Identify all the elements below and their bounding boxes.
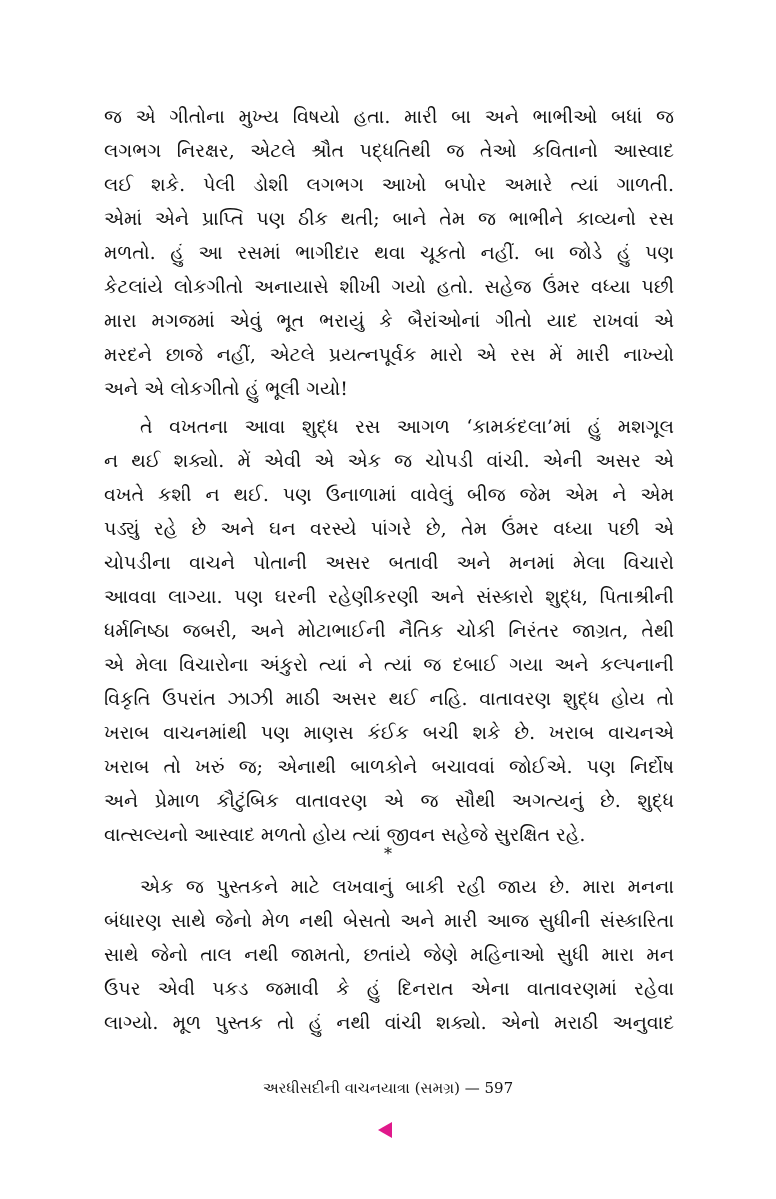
- text-line: ધર્મનિષ્ઠા જબરી, અને મોટાભાઈની નૈતિક ચોકી નિરંતર જાગ્રત, તેથી: [104, 620, 674, 642]
- text-line: વાત્સલ્યનો આસ્વાદ મળતો હોય ત્યાં જીવન સહેજે સુરક્ષિત રહે.: [104, 824, 586, 846]
- paragraph-2: [104, 410, 674, 852]
- text-line: તે વખતના આવા શુદ્ધ રસ આગળ ‘કામકંદલા’માં હું મશગૂલ: [140, 416, 674, 438]
- text-line: મરદને છાજે નહીં, એટલે પ્રયત્નપૂર્વક મારો એ રસ મેં મારી નાખ્યો: [104, 344, 674, 366]
- section-separator: *: [384, 844, 392, 863]
- page-footer: અરધીસદીની વાચનયાત્રા (સમગ્ર) — 597: [262, 1079, 514, 1097]
- paragraph-3: [104, 870, 674, 1040]
- text-line: એક જ પુસ્તકને માટે લખવાનું બાકી રહી જાય છે. મારા મનના: [140, 876, 674, 898]
- text-line: ખરાબ વાચનમાંથી પણ માણસ કંઈક બચી શકે છે. ખરાબ વાચનએ: [104, 722, 674, 744]
- text-line: અને પ્રેમાળ કૌટુંબિક વાતાવરણ એ જ સૌથી અગત્યનું છે. શુદ્ધ: [104, 790, 674, 812]
- text-line: ચોપડીના વાચને પોતાની અસર બતાવી અને મનમાં મેલા વિચારો: [104, 552, 674, 574]
- text-line: લગભગ નિરક્ષર, એટલે શ્રૌત પદ્ધતિથી જ તેઓ કવિતાનો આસ્વાદ: [104, 140, 674, 162]
- left-triangle-icon[interactable]: [378, 1122, 392, 1138]
- text-line: લઈ શકે. પેલી ડોશી લગભગ આખો બપોર અમારે ત્યાં ગાળતી.: [104, 174, 674, 196]
- text-line: મળતો. હું આ રસમાં ભાગીદાર થવા ચૂકતો નહીં. બા જોડે હું પણ: [104, 242, 674, 264]
- text-line: ન થઈ શક્યો. મેં એવી એ એક જ ચોપડી વાંચી. એની અસર એ: [104, 450, 674, 472]
- text-line: વિકૃતિ ઉપરાંત ઝાઝી માઠી અસર થઈ નહિ. વાતાવરણ શુદ્ધ હોય તો: [104, 688, 674, 710]
- text-line: કેટલાંયે લોકગીતો અનાયાસે શીખી ગયો હતો. સહેજ ઉંમર વધ્યા પછી: [104, 276, 674, 298]
- text-line: જ એ ગીતોના મુખ્ય વિષયો હતા. મારી બા અને ભાભીઓ બધાં જ: [104, 106, 674, 128]
- text-line: બંધારણ સાથે જેનો મેળ નથી બેસતો અને મારી આજ સુધીની સંસ્કારિતા: [104, 910, 674, 932]
- text-line: અને એ લોકગીતો હું ભૂલી ગયો!: [104, 378, 348, 400]
- text-line: ખરાબ તો ખરું જ; એનાથી બાળકોને બચાવવાં જોઈએ. પણ નિર્દોષ: [104, 756, 674, 778]
- text-line: પડ્યું રહે છે અને ઘન વરસ્યે પાંગરે છે, તેમ ઉંમર વધ્યા પછી એ: [104, 518, 674, 540]
- text-line: આવવા લાગ્યા. પણ ઘરની રહેણીકરણી અને સંસ્કારો શુદ્ધ, પિતાશ્રીની: [104, 586, 674, 608]
- text-line: મારા મગજમાં એવું ભૂત ભરાયું કે બૈરાંઓનાં ગીતો યાદ રાખવાં એ: [104, 310, 674, 332]
- text-line: ઉપર એવી પકડ જમાવી કે હું દિનરાત એના વાતાવરણમાં રહેવા: [104, 978, 674, 1000]
- text-line: વખતે કશી ન થઈ. પણ ઉનાળામાં વાવેલું બીજ જેમ એમ ને એમ: [104, 484, 674, 506]
- paragraph-1: [104, 100, 674, 406]
- text-line: એમાં એને પ્રાપ્તિ પણ ઠીક થતી; બાને તેમ જ ભાભીને કાવ્યનો રસ: [104, 208, 674, 230]
- text-line: એ મેલા વિચારોના અંકુરો ત્યાં ને ત્યાં જ દબાઈ ગયા અને કલ્પનાની: [104, 654, 674, 676]
- text-line: લાગ્યો. મૂળ પુસ્તક તો હું નથી વાંચી શક્યો. એનો મરાઠી અનુવાદ: [104, 1012, 674, 1034]
- text-line: સાથે જેનો તાલ નથી જામતો, છતાંયે જેણે મહિનાઓ સુધી મારા મન: [104, 944, 674, 966]
